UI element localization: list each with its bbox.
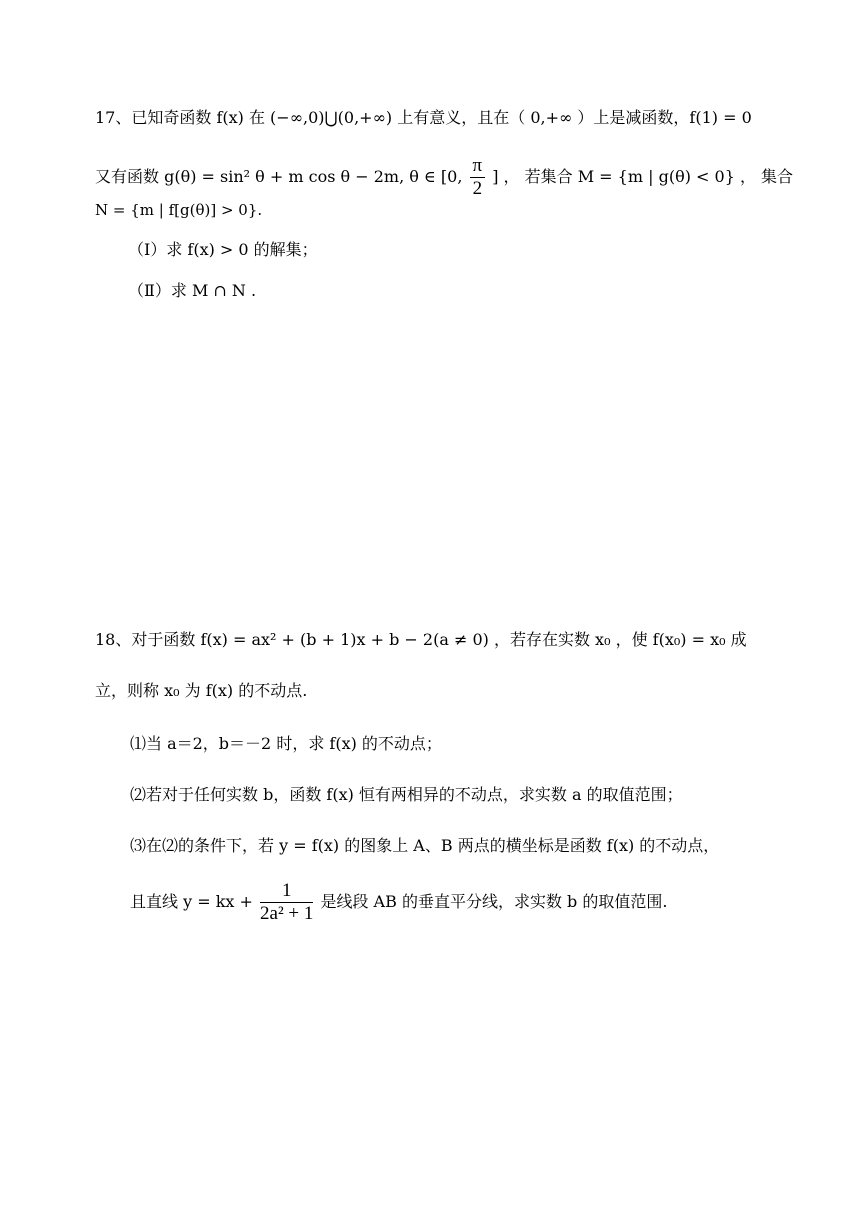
fraction-numerator: 1 bbox=[260, 880, 313, 903]
fraction-denominator: 2a² + 1 bbox=[260, 903, 314, 924]
q17-line1: 17、已知奇函数 f(x) 在 (−∞,0)⋃(0,+∞) 上有意义，且在（ 0,+∞ ）上是减函数，f(1) = 0 bbox=[95, 108, 752, 127]
pi-over-2-fraction bbox=[470, 155, 486, 200]
q18-item2: ⑵若对于任何实数 b，函数 f(x) 恒有两相异的不动点，求实数 a 的取值范围； bbox=[130, 785, 683, 804]
q18-line2: 立，则称 x₀ 为 f(x) 的不动点. bbox=[95, 681, 308, 700]
q17-part2: （Ⅱ）求 M ∩ N . bbox=[128, 281, 257, 300]
q18-item3: ⑶在⑵的条件下，若 y = f(x) 的图象上 A、B 两点的横坐标是函数 f(x) 的不动点， bbox=[130, 836, 720, 855]
q18-item3b-text-b: 是线段 AB 的垂直平分线，求实数 b 的取值范围. bbox=[320, 892, 668, 911]
q17-line2 bbox=[95, 155, 793, 200]
q18-item3b-text-a: 且直线 y = kx + bbox=[130, 892, 253, 911]
one-over-2a2plus1-fraction bbox=[260, 880, 313, 925]
q18-item1: ⑴当 a＝2，b＝－2 时，求 f(x) 的不动点； bbox=[130, 734, 442, 753]
fraction-denominator: 2 bbox=[472, 178, 483, 199]
q17-line2-text-b: ] ， 若集合 M = {m | g(θ) < 0} ， 集合 bbox=[492, 167, 794, 186]
q18-item3-continued bbox=[130, 880, 667, 925]
fraction-numerator: π bbox=[470, 155, 486, 178]
q17-line3: N = {m | f[g(θ)] > 0}. bbox=[95, 201, 263, 219]
q17-part1: （Ⅰ）求 f(x) > 0 的解集； bbox=[128, 240, 318, 259]
q17-line2-text-a: 又有函数 g(θ) = sin² θ + m cos θ − 2m, θ ∈ [0, bbox=[95, 167, 463, 186]
q18-line1: 18、对于函数 f(x) = ax² + (b + 1)x + b − 2(a ≠ 0) ，若存在实数 x₀ ，使 f(x₀) = x₀ 成 bbox=[95, 630, 747, 649]
